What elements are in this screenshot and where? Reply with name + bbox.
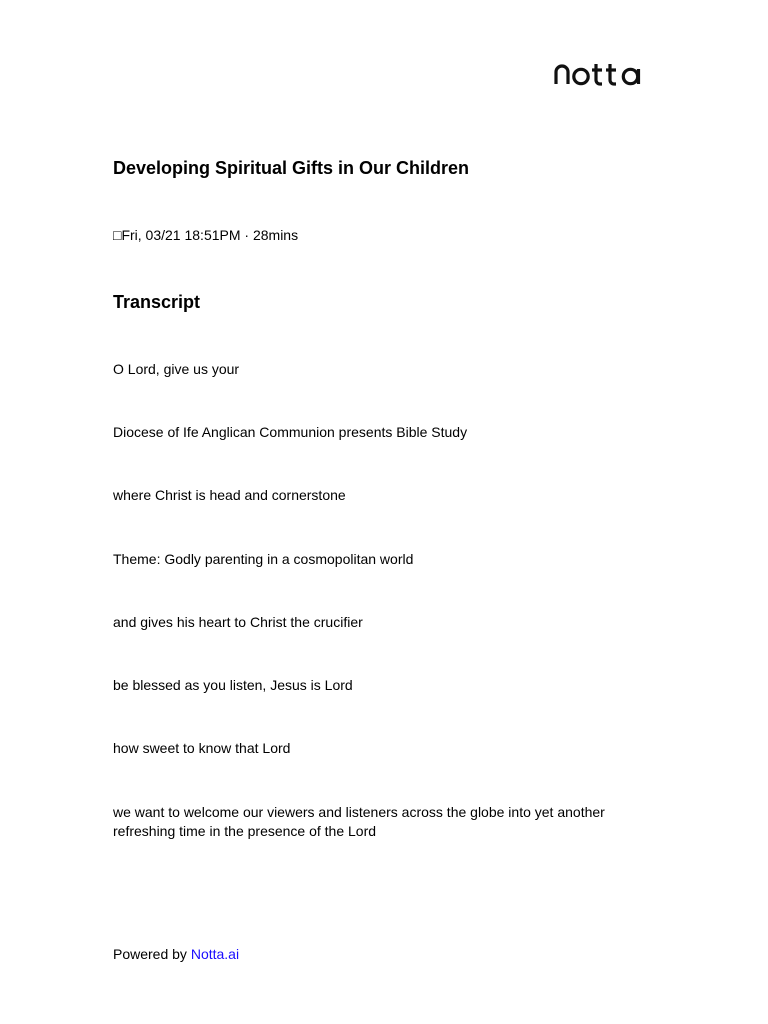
- notta-logo: [552, 58, 646, 90]
- transcript-line: be blessed as you listen, Jesus is Lord: [113, 677, 353, 693]
- document-title: Developing Spiritual Gifts in Our Children: [113, 158, 470, 178]
- notta-ai-link[interactable]: Notta.ai: [190, 946, 240, 962]
- transcript-line: how sweet to know that Lord: [113, 740, 291, 756]
- transcript-line: O Lord, give us your: [113, 361, 240, 377]
- transcript-line: Diocese of Ife Anglican Communion presents Bible Study: [113, 424, 468, 440]
- recording-meta: □Fri, 03/21 18:51PM · 28mins: [113, 227, 299, 243]
- transcript-heading: Transcript: [113, 292, 201, 312]
- footer-powered-by: [113, 945, 239, 964]
- transcript-line: we want to welcome our viewers and listeners across the globe into yet another refreshing time in the presence of the Lord: [113, 804, 605, 839]
- transcript-line: where Christ is head and cornerstone: [113, 487, 346, 503]
- powered-by-text: Powered by: [113, 946, 191, 962]
- transcript-line: Theme: Godly parenting in a cosmopolitan world: [113, 551, 414, 567]
- transcript-line: and gives his heart to Christ the crucifier: [113, 614, 363, 630]
